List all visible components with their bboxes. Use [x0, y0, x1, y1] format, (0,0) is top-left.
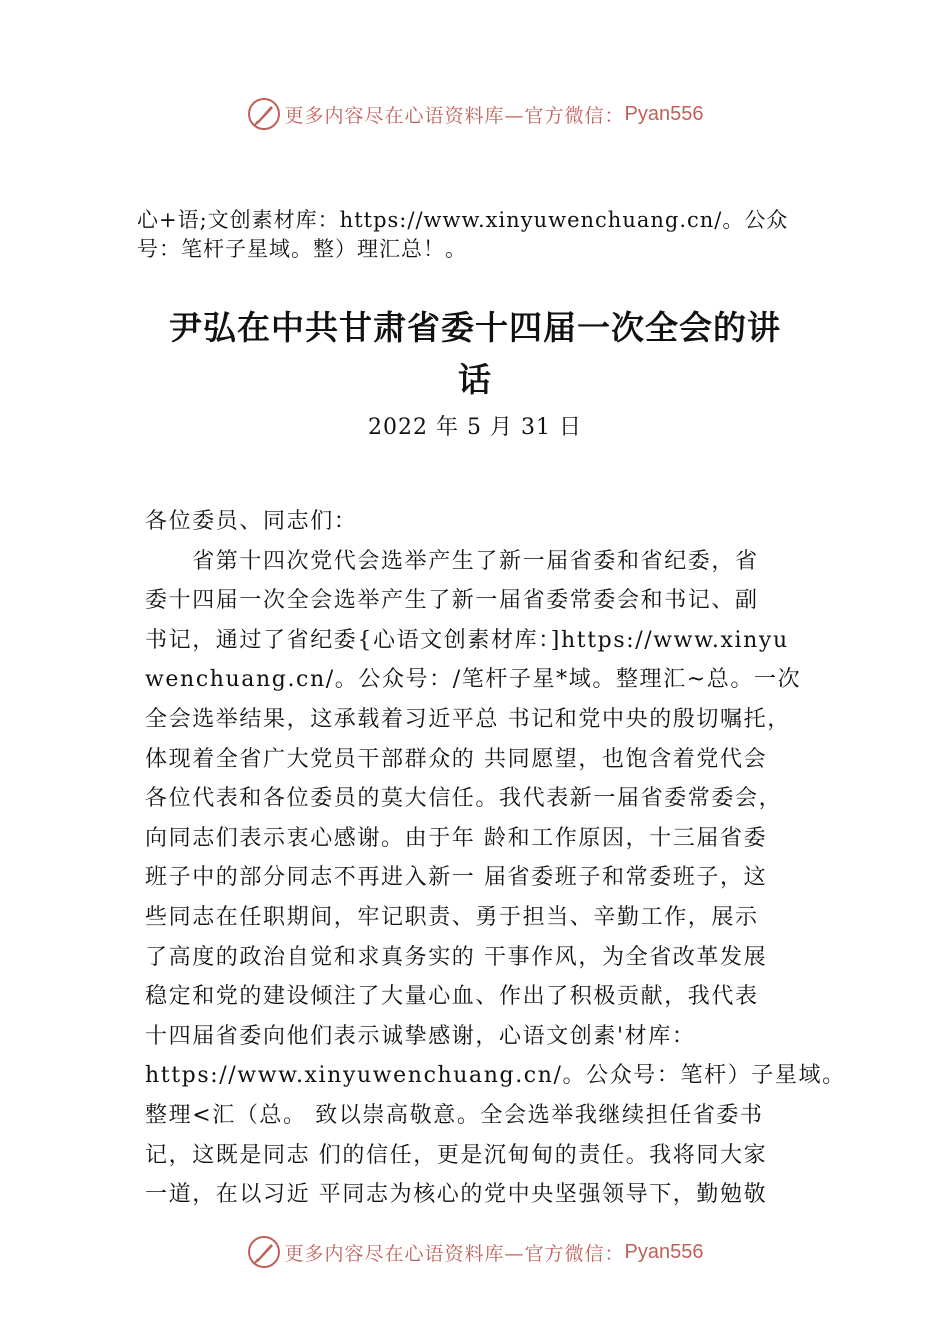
document-date: 2022 年 5 月 31 日: [368, 415, 582, 440]
document-title: [120, 302, 830, 406]
header-banner: [0, 94, 950, 134]
source-note-line: 心+语;文创素材库：https://www.xinyuwenchuang.cn/。公众: [137, 208, 789, 232]
quill-logo-icon: [247, 1235, 281, 1269]
body-line: 记，这既是同志 们的信任，更是沉甸甸的责任。我将同大家: [145, 1142, 768, 1168]
body-line: 整理<汇（总。 致以崇高敬意。全会选举我继续担任省委书: [145, 1102, 764, 1128]
body-line: 十四届省委向他们表示诚挚感谢，心语文创素'材库：: [145, 1023, 696, 1049]
body-line: 稳定和党的建设倾注了大量心血、作出了积极贡献，我代表: [145, 984, 759, 1010]
body-line: wenchuang.cn/。公众号：/笔杆子星*域。整理汇~总。一次: [145, 667, 802, 693]
body-line: 委十四届一次全会选举产生了新一届省委常委会和书记、副: [145, 588, 759, 614]
banner-text: 更多内容尽在心语资料库—官方微信：: [284, 104, 625, 127]
title-line: 话: [458, 360, 492, 399]
footer-banner: [0, 1232, 950, 1272]
banner-wechat-id: Pyan556: [624, 102, 704, 125]
body-line: 全会选举结果，这承载着习近平总 书记和党中央的殷切嘱托，: [145, 706, 791, 732]
document-body: [145, 502, 846, 1215]
body-line: 班子中的部分同志不再进入新一 届省委班子和常委班子，这: [145, 865, 768, 891]
body-line: https://www.xinyuwenchuang.cn/。公众号：笔杆）子星域。: [145, 1063, 846, 1089]
body-line: 各位代表和各位委员的莫大信任。我代表新一届省委常委会，: [145, 786, 783, 812]
body-line: 些同志在任职期间，牢记职责、勇于担当、辛勤工作，展示: [145, 904, 759, 930]
body-line: 向同志们表示衷心感谢。由于年 龄和工作原因，十三届省委: [145, 825, 768, 851]
quill-logo-icon: [247, 97, 281, 131]
body-line: 省第十四次党代会选举产生了新一届省委和省纪委，省: [145, 548, 759, 574]
banner-wechat-id: Pyan556: [624, 1240, 704, 1263]
title-line: 尹弘在中共甘肃省委十四届一次全会的讲: [169, 308, 781, 347]
banner-text: 更多内容尽在心语资料库—官方微信：: [284, 1242, 625, 1265]
body-line: 一道，在以习近 平同志为核心的党中央坚强领导下，勤勉敬: [145, 1182, 768, 1208]
body-line: 了高度的政治自觉和求真务实的 干事作风，为全省改革发展: [145, 944, 768, 970]
source-note: [137, 206, 827, 264]
body-line: 书记，通过了省纪委{心语文创素材库：]https://www.xinyu: [145, 627, 789, 653]
body-line: 各位委员、同志们：: [145, 509, 358, 534]
body-line: 体现着全省广大党员干部群众的 共同愿望，也饱含着党代会: [145, 746, 768, 772]
source-note-line: 号：笔杆子星域。整）理汇总！。: [137, 237, 467, 261]
